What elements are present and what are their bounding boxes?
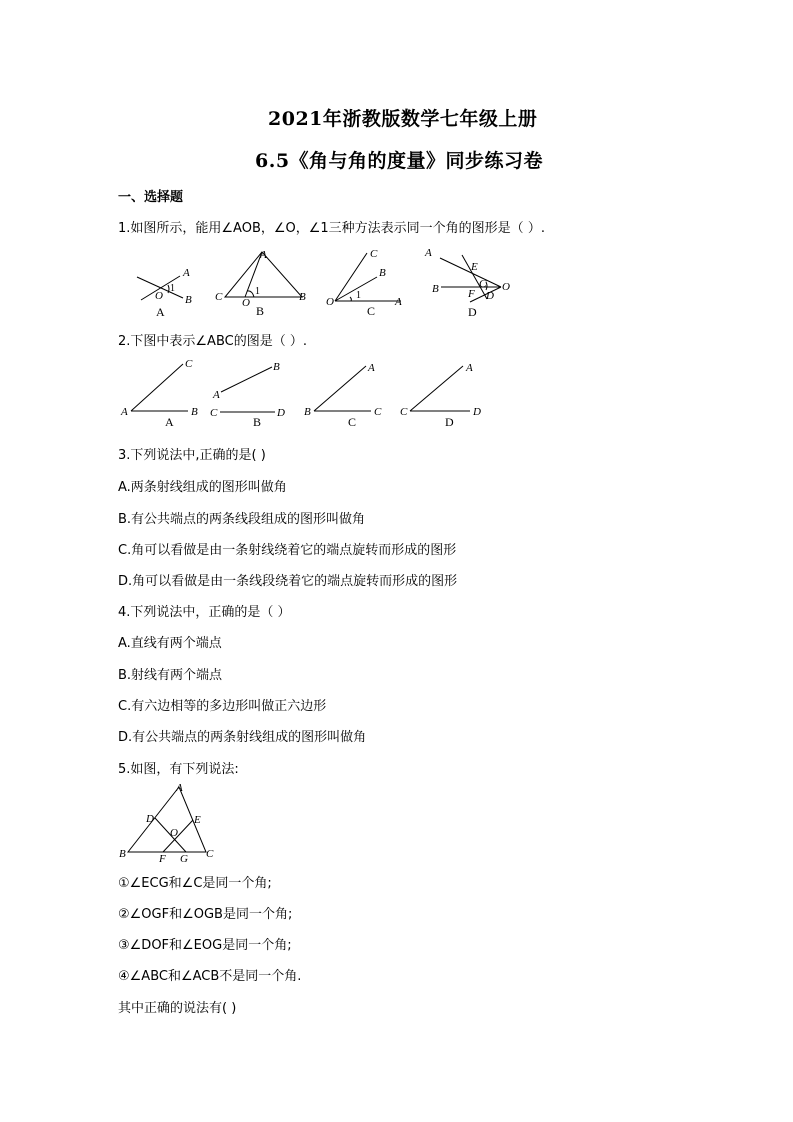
q5-stem: 5.如图，有下列说法: (118, 762, 239, 777)
q5-label-O: O (170, 827, 178, 839)
q3-option-d: D.角可以看做是由一条线段绕着它的端点旋转而形成的图形 (118, 574, 458, 589)
q2c-label-A: A (368, 362, 375, 374)
q5-triangle-figure (0, 780, 793, 865)
q2-figures (0, 355, 793, 435)
q2d-caption: D (445, 415, 454, 429)
page-title: 2021年浙教版数学七年级上册 (268, 108, 538, 130)
q1d-label-O: O (502, 281, 510, 293)
section-heading: 一、选择题 (118, 190, 184, 205)
q2b-label-C: C (210, 407, 218, 419)
q1d-label-C: C (479, 278, 487, 290)
q2a-label-C: C (185, 358, 193, 370)
q1b-label-O: O (242, 297, 250, 309)
q1c-label-B: B (379, 267, 386, 279)
q2b-label-B: B (273, 361, 280, 373)
q2a-label-A: A (121, 406, 128, 418)
q2b-caption: B (253, 415, 262, 429)
q1a-label-A: A (183, 267, 190, 279)
q1a-label-O: O (155, 290, 163, 302)
q4-stem: 4.下列说法中，正确的是（ ） (118, 605, 291, 620)
q2b-label-D: D (277, 407, 285, 419)
q2a-caption: A (165, 415, 174, 429)
q5-label-G: G (180, 853, 188, 865)
q2d-label-D: D (473, 406, 481, 418)
q5-label-A: A (176, 782, 183, 794)
q2-stem: 2.下图中表示∠ABC的图是（ ）. (118, 334, 307, 349)
q2c-label-B: B (304, 406, 311, 418)
q1b-caption: B (256, 304, 265, 318)
q3-option-b: B.有公共端点的两条线段组成的图形叫做角 (118, 512, 366, 527)
q1c-caption: C (367, 304, 376, 318)
q1c-label-O: O (326, 296, 334, 308)
q1b-label-A: A (260, 249, 267, 261)
q1d-caption: D (468, 305, 477, 319)
q1d-label-D: D (486, 290, 494, 302)
q3-option-c: C.角可以看做是由一条射线绕着它的端点旋转而形成的图形 (118, 543, 457, 558)
q5-statement-3: ③∠DOF和∠EOG是同一个角; (118, 938, 292, 953)
q5-label-E: E (194, 814, 201, 826)
q1b-label-1: 1 (255, 286, 260, 297)
q1-figures (0, 240, 793, 330)
q1c-label-A: A (395, 296, 402, 308)
q1b-label-C: C (215, 291, 223, 303)
q2d-label-A: A (466, 362, 473, 374)
q5-statement-4: ④∠ABC和∠ACB不是同一个角. (118, 969, 302, 984)
q1b-label-B: B (299, 291, 306, 303)
q3-stem: 3.下列说法中,正确的是( ) (118, 448, 266, 463)
q4-option-a: A.直线有两个端点 (118, 636, 222, 651)
q5-label-D: D (146, 813, 154, 825)
q1c-label-C: C (370, 248, 378, 260)
q1c-label-1: 1 (356, 290, 361, 301)
q5-statement-2: ②∠OGF和∠OGB是同一个角; (118, 907, 293, 922)
q5-label-C: C (206, 848, 214, 860)
q1a-label-B: B (185, 294, 192, 306)
q5-question: 其中正确的说法有( ) (118, 1001, 237, 1016)
q2b-label-A: A (213, 389, 220, 401)
q1a-caption: A (156, 305, 165, 319)
q2d-label-C: C (400, 406, 408, 418)
q5-label-F: F (159, 853, 166, 865)
q1a-label-1: 1 (170, 283, 175, 294)
q5-statement-1: ①∠ECG和∠C是同一个角; (118, 876, 272, 891)
page-subtitle: 6.5《角与角的度量》同步练习卷 (255, 150, 544, 172)
q2c-label-C: C (374, 406, 382, 418)
q3-option-a: A.两条射线组成的图形叫做角 (118, 480, 287, 495)
q5-label-B: B (119, 848, 126, 860)
q1-stem: 1.如图所示，能用∠AOB，∠O，∠1三种方法表示同一个角的图形是（ ）. (118, 221, 545, 236)
q4-option-d: D.有公共端点的两条射线组成的图形叫做角 (118, 730, 367, 745)
q4-option-c: C.有六边相等的多边形叫做正六边形 (118, 699, 327, 714)
q2a-label-B: B (191, 406, 198, 418)
q4-option-b: B.射线有两个端点 (118, 668, 223, 683)
q1d-label-F: F (468, 288, 475, 300)
q1d-label-B: B (432, 283, 439, 295)
q1d-label-E: E (471, 261, 478, 273)
q2c-caption: C (348, 415, 357, 429)
q1d-label-A: A (425, 247, 432, 259)
